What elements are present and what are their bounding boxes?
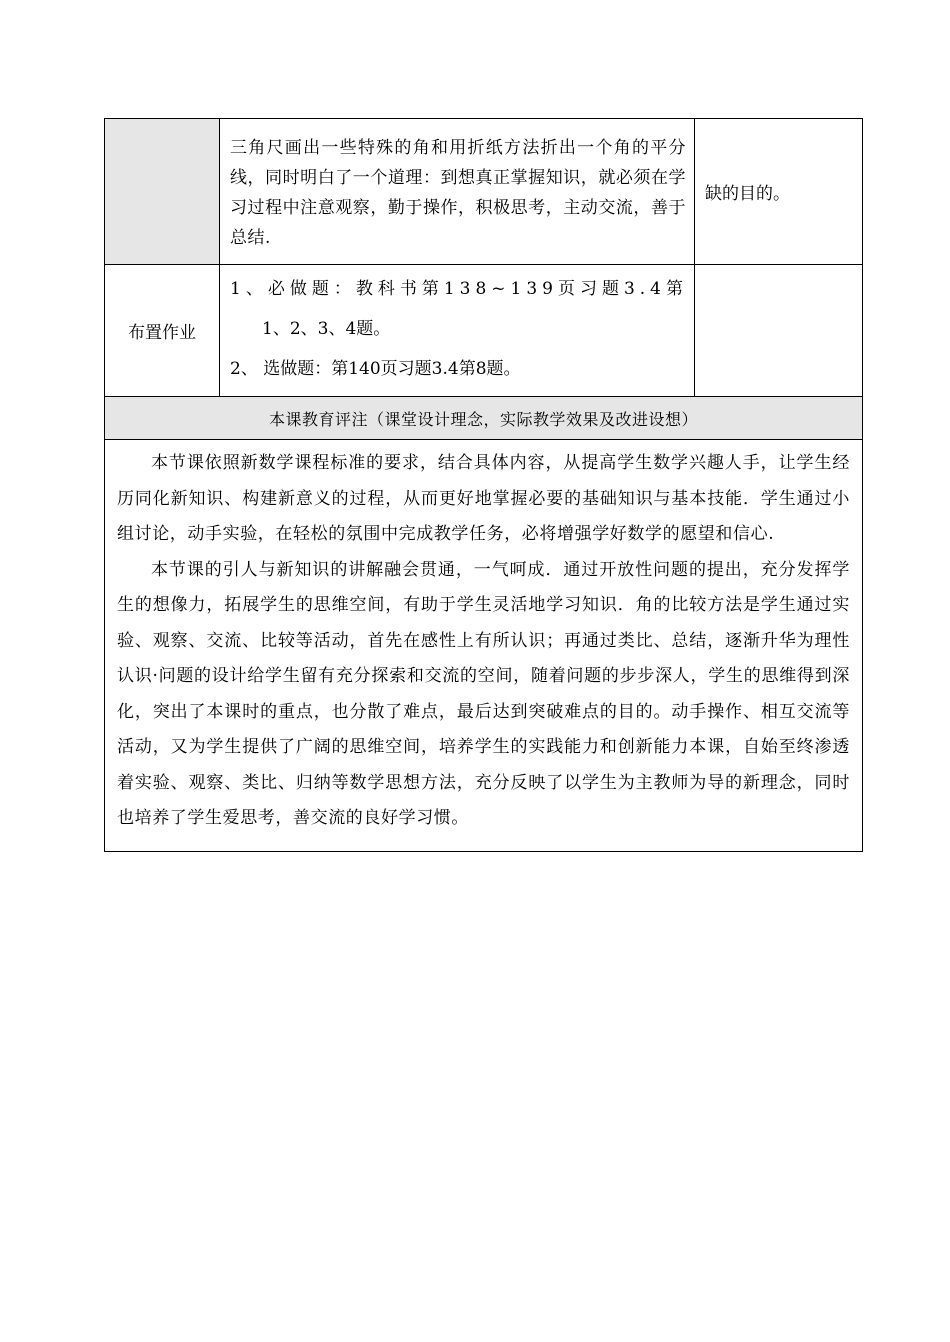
homework-label-cell xyxy=(105,265,220,397)
comment-section-header: 本课教育评注（课堂设计理念，实际教学效果及改进设想） xyxy=(105,397,863,440)
summary-text: 三角尺画出一些特殊的角和用折纸方法折出一个角的平分线，同时明白了一个道理：到想真正掌握知识，就必须在学习过程中注意观察，勤于操作，积极思考，主动交流，善于总结. xyxy=(230,137,686,248)
summary-purpose-text: 缺的目的。 xyxy=(705,184,790,204)
comment-header-row xyxy=(105,397,863,440)
comment-body-cell xyxy=(105,440,863,852)
homework-required-line: 1、必做题：教科书第138~139页习题3.4第 xyxy=(230,278,688,299)
summary-content-cell xyxy=(220,119,695,265)
homework-content-cell xyxy=(220,265,695,397)
summary-row xyxy=(105,119,863,265)
summary-label-cell xyxy=(105,119,220,265)
homework-row xyxy=(105,265,863,397)
homework-note-cell xyxy=(695,265,863,397)
lesson-plan-table xyxy=(104,118,863,852)
homework-label: 布置作业 xyxy=(128,323,196,343)
summary-purpose-cell xyxy=(695,119,863,265)
comment-paragraph: 本节课的引人与新知识的讲解融会贯通，一气呵成．通过开放性问题的提出，充分发挥学生的想像力，拓展学生的思维空间，有助于学生灵活地学习知识．角的比较方法是学生通过实验、观察、交流、比较等活动，首先在感性上有所认识；再通过类比、总结，逐渐升华为理性认识·问题的设计给学生留有充分探索和交流的空间，随着问题的步步深人，学生的思维得到深化，突出了本课时的重点，也分散了难点，最后达到突破难点的目的。动手操作、相互交流等活动，又为学生提供了广阔的思维空间，培养学生的实践能力和创新能力本课，自始至终渗透着实验、观察、类比、归纳等数学思想方法，充分反映了以学生为主教师为导的新理念，同时也培养了学生爱思考，善交流的良好学习惯。 xyxy=(117,559,850,828)
homework-required-continued: 1、2、3、4题。 xyxy=(262,318,391,339)
homework-optional-line: 2、 选做题：第140页习题3.4第8题。 xyxy=(230,358,521,379)
comment-body-row xyxy=(105,440,863,852)
comment-paragraph: 本节课依照新数学课程标准的要求，结合具体内容，从提高学生数学兴趣人手，让学生经历同化新知识、构建新意义的过程，从而更好地掌握必要的基础知识与基本技能．学生通过小组讨论，动手实验，在轻松的氛围中完成教学任务，必将增强学好数学的愿望和信心. xyxy=(117,453,850,544)
